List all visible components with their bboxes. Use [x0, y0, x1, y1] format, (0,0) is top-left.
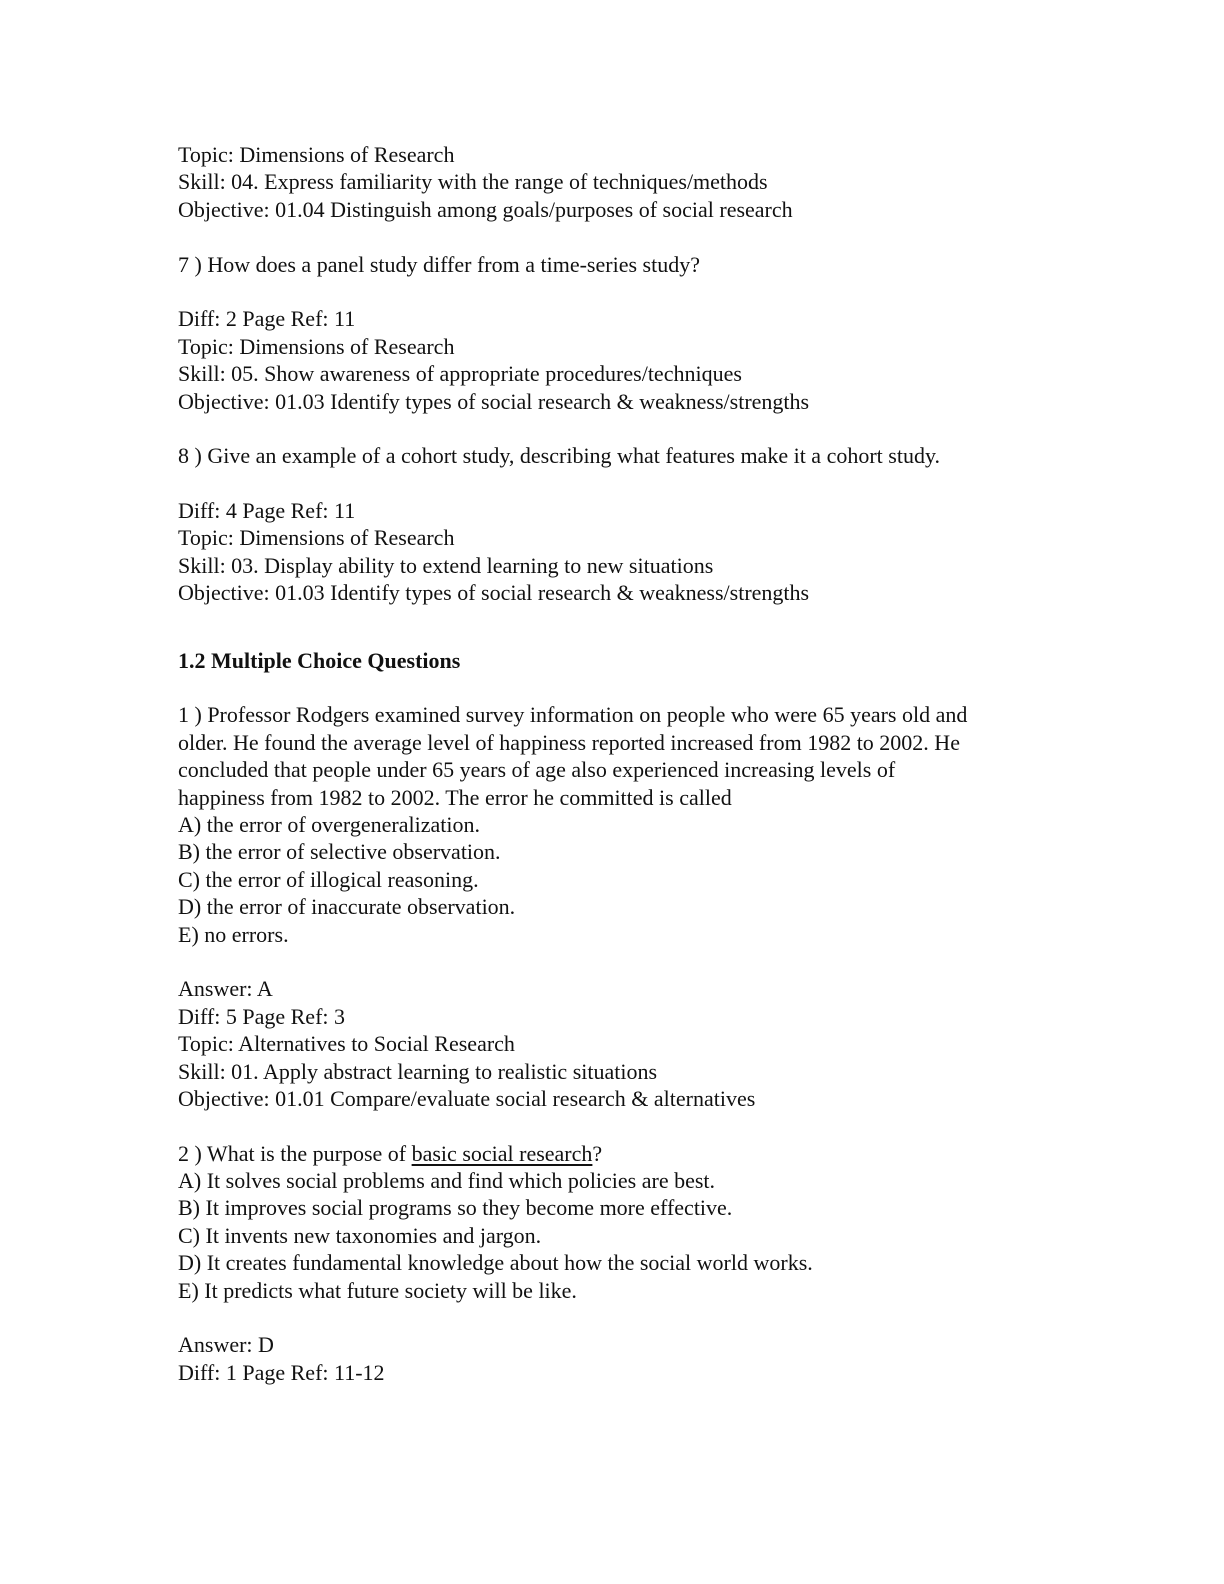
skill-line: Skill: 05. Show awareness of appropriate procedures/techniques	[178, 361, 742, 387]
option-b: B) the error of selective observation.	[178, 839, 501, 865]
diff-line: Diff: 5 Page Ref: 3	[178, 1003, 346, 1029]
diff-line: Diff: 1 Page Ref: 11-12	[178, 1359, 385, 1385]
option-a: A) the error of overgeneralization.	[178, 811, 480, 837]
option-e: E) no errors.	[178, 921, 289, 947]
topic-line: Topic: Dimensions of Research	[178, 525, 455, 551]
question-text: 7 ) How does a panel study differ from a time-series study?	[178, 251, 700, 277]
question-7	[178, 251, 1078, 415]
skill-line: Skill: 03. Display ability to extend learning to new situations	[178, 552, 714, 578]
question-line: happiness from 1982 to 2002. The error he committed is called	[178, 784, 732, 810]
diff-line: Diff: 4 Page Ref: 11	[178, 498, 356, 524]
option-e: E) It predicts what future society will be like.	[178, 1277, 577, 1303]
skill-line: Skill: 01. Apply abstract learning to realistic situations	[178, 1058, 658, 1084]
topic-line: Topic: Alternatives to Social Research	[178, 1031, 515, 1057]
option-b: B) It improves social programs so they become more effective.	[178, 1195, 733, 1221]
option-a: A) It solves social problems and find which policies are best.	[178, 1168, 716, 1194]
question-suffix: ?	[592, 1140, 603, 1166]
mc-question-2	[178, 1140, 1078, 1387]
answer-line: Answer: D	[178, 1332, 274, 1358]
question-line: 1 ) Professor Rodgers examined survey information on people who were 65 years old and	[178, 702, 968, 728]
question-text: 8 ) Give an example of a cohort study, describing what features make it a cohort study.	[178, 443, 941, 469]
document-page	[178, 141, 1078, 1386]
objective-line: Objective: 01.04 Distinguish among goals/purposes of social research	[178, 196, 793, 222]
option-d: D) It creates fundamental knowledge about how the social world works.	[178, 1250, 813, 1276]
underlined-term: basic social research	[411, 1140, 593, 1166]
topic-line: Topic: Dimensions of Research	[178, 333, 455, 359]
diff-line: Diff: 2 Page Ref: 11	[178, 306, 356, 332]
question-line: older. He found the average level of happiness reported increased from 1982 to 2002. He	[178, 729, 960, 755]
mc-question-1	[178, 701, 1078, 1112]
question-line: concluded that people under 65 years of age also experienced increasing levels of	[178, 757, 896, 783]
option-c: C) It invents new taxonomies and jargon.	[178, 1222, 542, 1248]
question-8	[178, 442, 1078, 606]
question-line	[178, 1140, 1078, 1167]
answer-line: Answer: A	[178, 976, 273, 1002]
option-c: C) the error of illogical reasoning.	[178, 866, 479, 892]
skill-line: Skill: 04. Express familiarity with the range of techniques/methods	[178, 169, 768, 195]
question-prefix: 2 ) What is the purpose of	[178, 1140, 412, 1166]
objective-line: Objective: 01.03 Identify types of social research & weakness/strengths	[178, 580, 810, 606]
option-d: D) the error of inaccurate observation.	[178, 894, 516, 920]
objective-line: Objective: 01.03 Identify types of social research & weakness/strengths	[178, 388, 810, 414]
objective-line: Objective: 01.01 Compare/evaluate social research & alternatives	[178, 1085, 756, 1111]
topic-line: Topic: Dimensions of Research	[178, 142, 455, 167]
section-heading: 1.2 Multiple Choice Questions	[178, 647, 461, 673]
question-metadata-block	[178, 141, 1078, 223]
